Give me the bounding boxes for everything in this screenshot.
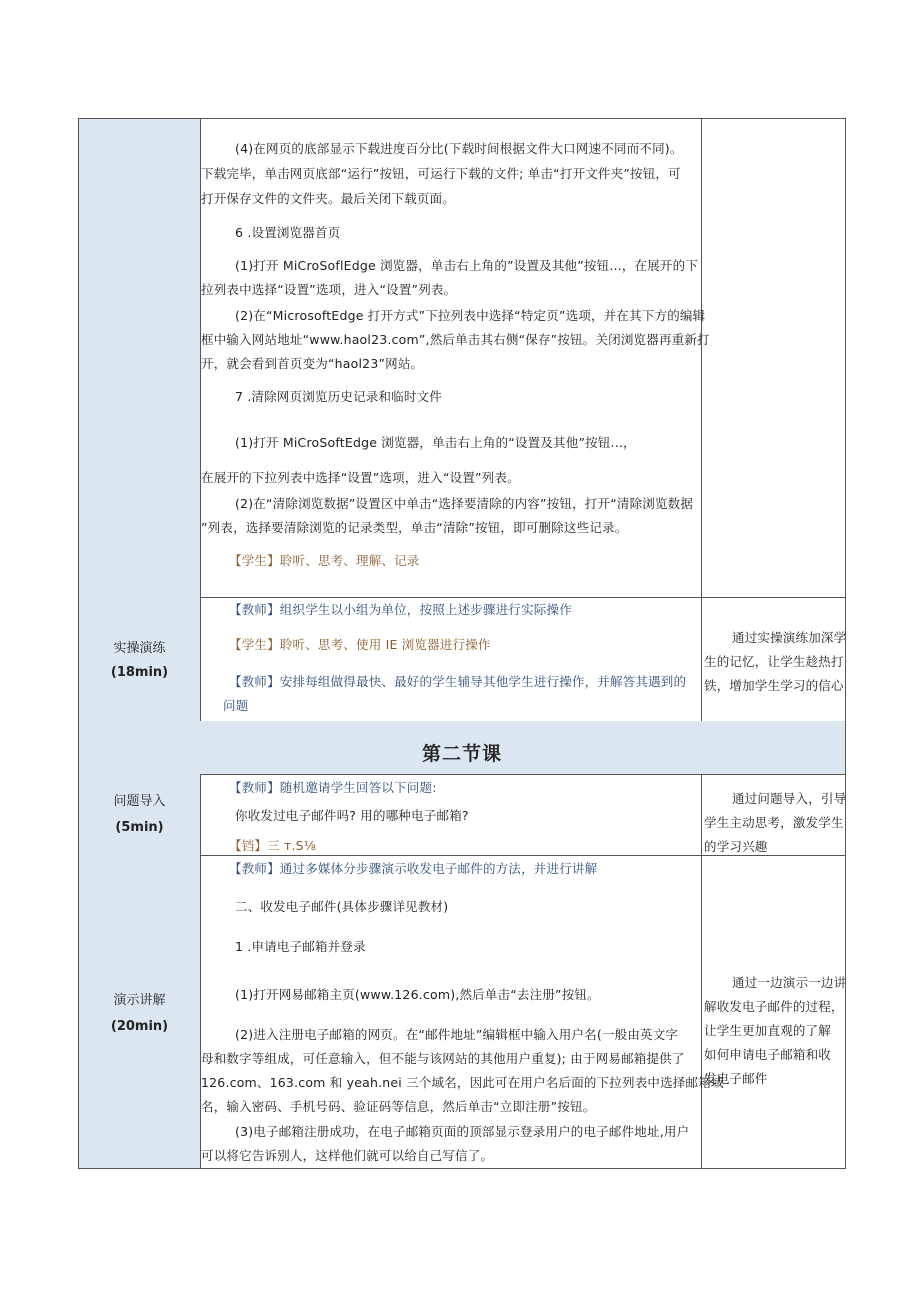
note-cell (702, 774, 846, 855)
paragraph-line: 可以将它告诉别人，这样他们就可以给自己写信了。 (201, 1148, 494, 1163)
section-title-cell (78, 721, 846, 774)
paragraph-line: 打开保存文件的文件夹。最后关闭下载页面。 (201, 191, 456, 206)
note-cell (702, 597, 846, 721)
teacher-activity: 【教师】通过多媒体分步骤演示收发电子邮件的方法，并进行讲解 (229, 861, 598, 876)
content-cell (201, 774, 702, 855)
paragraph-line: (1)打开 MiCroSoflEdge 浏览器，单击右上角的”设置及其他”按钮...，在展开的下 (235, 258, 699, 273)
content-cell (201, 855, 724, 1169)
paragraph-line: (1)打开 MiCroSoftEdge 浏览器，单击右上角的“设置及其他”按钮...， (235, 435, 636, 450)
paragraph-line: 母和数字等组成，可任意输入，但不能与该网站的其他用户重复); 由于网易邮箱提供了 (201, 1051, 685, 1066)
note-line: 学生主动思考，激发学生 (704, 815, 844, 830)
paragraph-line: 开，就会看到首页变为“haol23”网站。 (201, 356, 424, 371)
label-cell (78, 774, 201, 855)
table-row (78, 855, 846, 1169)
paragraph-line: ”列表，选择要清除浏览的记录类型，单击“清除”按钮，即可删除这些记录。 (201, 520, 628, 535)
paragraph-line: 拉列表中选择“设置”选项，进入“设置”列表。 (201, 282, 457, 297)
teacher-activity: 【教师】组织学生以小组为单位，按照上述步骤进行实际操作 (229, 602, 572, 617)
note-line: 生的记忆，让学生趁热打 (704, 654, 844, 669)
paragraph-line: (3)电子邮箱注册成功，在电子邮箱页面的顶部显示登录用户的电子邮件地址,用户 (235, 1124, 690, 1139)
student-activity: 【学生】聆听、思考、理解、记录 (229, 553, 420, 568)
label-cell (78, 118, 201, 597)
paragraph-line: (2)在“清除浏览数据”设置区中单击“选择要清除的内容”按钮，打开“清除浏览数据 (235, 496, 694, 511)
note-cell (702, 855, 846, 1169)
paragraph-line: 下载完毕，单击网页底部“运行”按钮，可运行下载的文件; 单击“打开文件夹”按钮，可 (201, 166, 681, 181)
section-heading: 6 .设置浏览器首页 (235, 225, 341, 240)
activity-duration: (18min) (110, 665, 169, 680)
activity-label: 演示讲解 (113, 993, 166, 1008)
activity-label: 问题导入 (113, 794, 166, 809)
teacher-activity: 【教师】安排每组做得最快、最好的学生辅导其他学生进行操作，并解答其遇到的 (229, 674, 687, 689)
note-line: 铁，增加学生学习的信心 (704, 678, 844, 693)
note-line: 通过问题导入，引导 (732, 791, 847, 806)
note-line: 让学生更加直观的了解 (704, 1023, 832, 1038)
label-cell (78, 597, 201, 721)
activity-duration: (20min) (110, 1019, 169, 1034)
paragraph-line: 在展开的下拉列表中选择“设置”选项，进入“设置”列表。 (201, 470, 520, 485)
section-heading: 1 .申请电子邮箱并登录 (235, 939, 366, 954)
note-cell (702, 118, 846, 597)
note-line: 通过实操演练加深学 (732, 630, 847, 645)
teacher-activity: 【教师】随机邀请学生回答以下问题: (229, 780, 437, 795)
paragraph-line: (1)打开网易邮箱主页(www.126.com),然后单击“去注册”按钮。 (235, 987, 600, 1002)
note-line: 通过一边演示一边讲 (732, 975, 847, 990)
paragraph-line: 126.com、163.com 和 yeah.nei 三个域名，因此可在用户名后面的下拉列表中选择邮箱域 (201, 1075, 724, 1090)
table-row (78, 774, 846, 856)
section-heading: 7 .清除网页浏览历史记录和临时文件 (235, 389, 443, 404)
table-row (78, 597, 846, 722)
question-line: 你收发过电子邮件吗? 用的哪种电子邮箱? (235, 808, 469, 823)
note-line: 发电子邮件 (704, 1071, 768, 1086)
section-title-row (78, 721, 846, 775)
paragraph-line: 名，输入密码、手机号码、验证码等信息，然后单击“立即注册”按钮。 (201, 1099, 596, 1114)
label-cell (78, 855, 201, 1169)
paragraph-line: (2)在“MicrosoftEdge 打开方式”下拉列表中选择“特定页”选项，并在其下方的编辑 (235, 308, 706, 323)
teacher-activity: 问题 (223, 698, 249, 713)
content-cell (201, 118, 710, 597)
note-line: 的学习兴趣 (704, 839, 768, 854)
note-line: 如何申请电子邮箱和收 (704, 1047, 832, 1062)
activity-duration: (5min) (115, 820, 164, 835)
paragraph-line: (4)在网页的底部显示下载进度百分比(下载时间根据文件大口网速不同而不同)。 (235, 141, 683, 156)
note-line: 解收发电子邮件的过程， (704, 999, 844, 1014)
student-activity: 【学生】聆听、思考、使用 IE 浏览器进行操作 (229, 637, 491, 652)
content-cell (201, 597, 702, 721)
paragraph-line: (2)进入注册电子邮箱的网页。在“邮件地址”编辑框中输入用户名(一般由英文字 (235, 1027, 679, 1042)
student-activity: 【铛】三 т.S⅛ (229, 838, 317, 853)
activity-label: 实操演练 (113, 641, 166, 656)
table-row (78, 118, 846, 598)
section-heading: 二、收发电子邮件(具体步骤详见教材) (235, 899, 449, 914)
paragraph-line: 框中输入网站地址“www.haol23.com”,然后单击其右侧“保存”按钮。关闭浏览器再重新打 (201, 332, 710, 347)
section-title: 第二节课 (421, 743, 502, 765)
